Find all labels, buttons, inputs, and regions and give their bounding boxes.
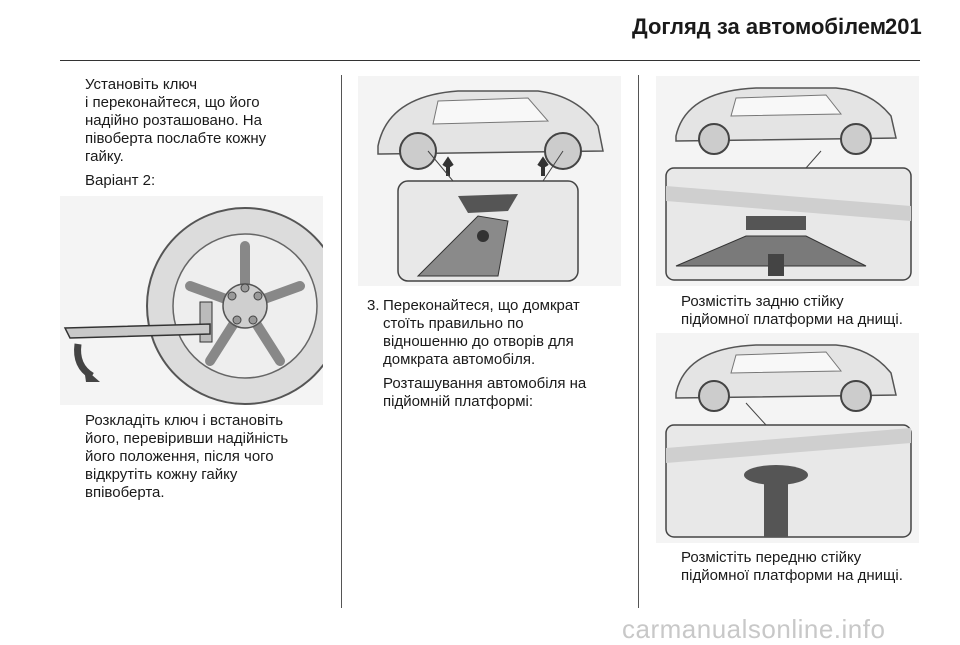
header-rule [60,60,920,61]
page-number: 201 [885,14,922,39]
step-note: Розташування автомобіля на підйомній платформі: [383,375,587,410]
column-divider-2 [638,75,639,608]
jack-position-illustration [358,76,621,286]
page-header [0,0,960,62]
variant-label: Варіант 2: [85,172,156,189]
front-lift-caption: Розмістіть передню стійку підйомної платформи на днищі. [681,549,903,584]
page-title: Догляд за автомобілем [632,14,887,39]
rear-lift-caption: Розмістіть задню стійку підйомної платформи на днищі. [681,293,903,328]
step-text: Переконайтеся, що домкрат стоїть правильно по відношенню до отворів для домкрата автомобіля. [383,297,580,368]
column-divider-1 [341,75,342,608]
step-number: 3. [367,297,380,314]
wrench-caption: Розкладіть ключ і встановіть його, перевіривши надійність його положення, після чого відкрутіть кожну гайку впівоберта. [85,412,289,501]
wheel-wrench-illustration [60,196,323,405]
front-lift-illustration [656,333,919,543]
intro-text: Установіть ключ і переконайтеся, що його надійно розташовано. На півоберта послабте кожну гайку. [85,76,267,165]
rear-lift-illustration [656,76,919,286]
watermark: carmanualsonline.info [622,614,886,644]
